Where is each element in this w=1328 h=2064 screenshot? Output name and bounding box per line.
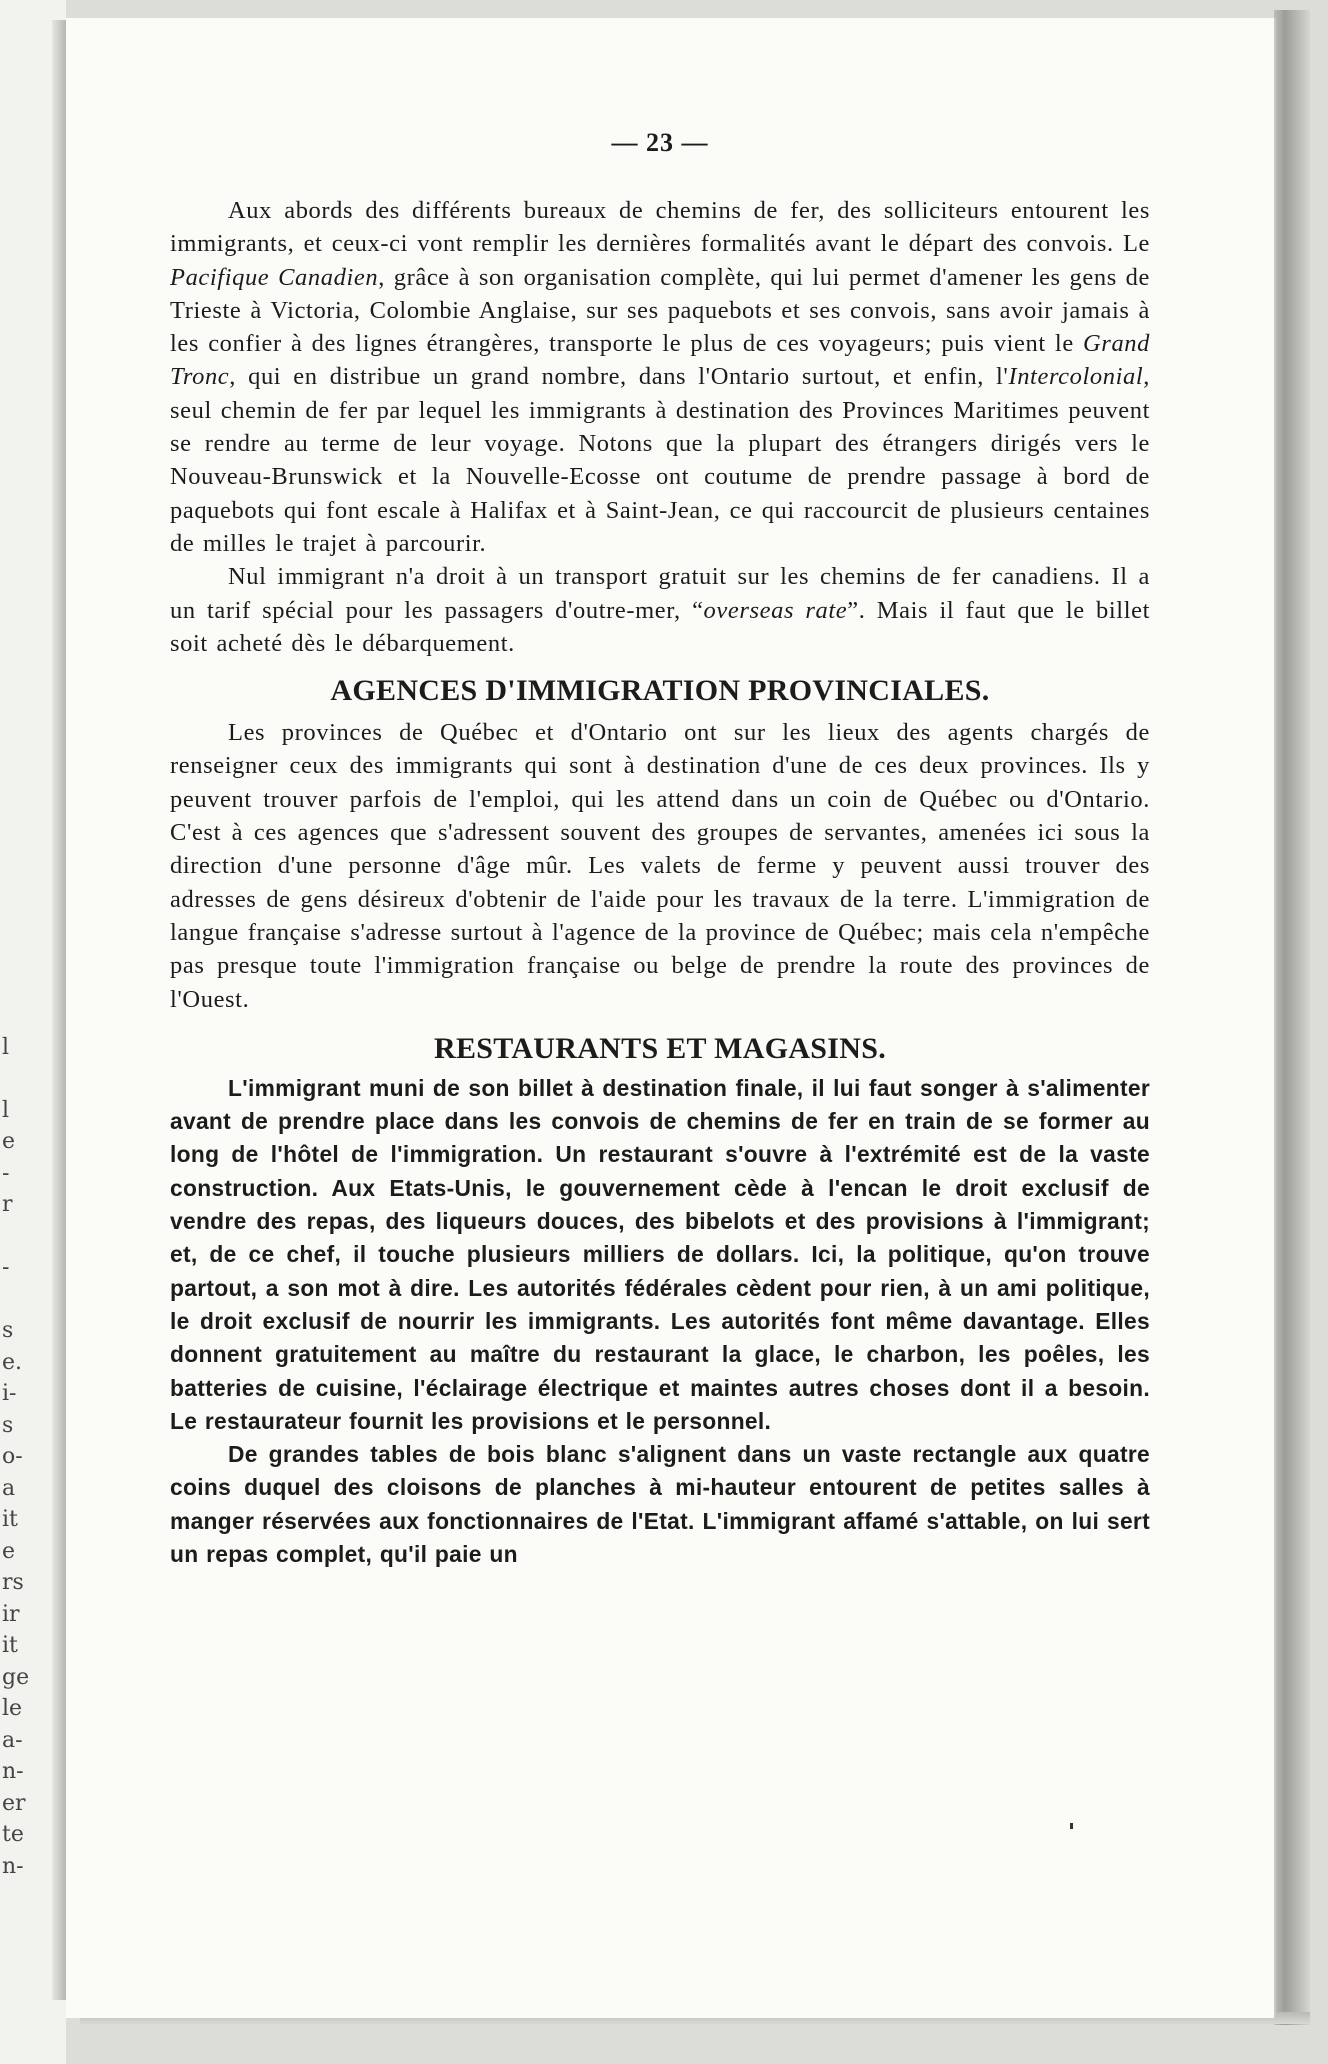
text-run: , qui en distribue un grand nombre, dans l'Ontario surtout, et enfin, l'	[229, 363, 1009, 391]
previous-page-text-fragments	[2, 1000, 30, 1882]
page-number: — 23 —	[611, 128, 709, 157]
previous-page-fragment: te	[2, 1822, 24, 1847]
previous-page-fragment: le	[2, 1696, 23, 1721]
previous-page-fragment: -	[2, 1255, 10, 1280]
previous-page-fragment: l	[2, 1097, 10, 1123]
previous-page-fragment: i-	[2, 1381, 17, 1406]
previous-page-fragment: n-	[2, 1853, 24, 1879]
previous-page-fragment: o-	[2, 1444, 23, 1469]
heading-agences: AGENCES D'IMMIGRATION PROVINCIALES.	[330, 674, 990, 708]
previous-page-fragment: l	[2, 1034, 10, 1060]
text-run: ”. Mais il faut que le billet soit acheté dès le débarquement.	[170, 596, 1150, 657]
text-run: Aux abords des différents bureaux de chemins de fer, des solliciteurs entourent les immigrants, et ceux-ci vont remplir les dernières formalités avant le départ des convois. Le	[170, 197, 1150, 258]
previous-page-fragment: ge	[2, 1664, 30, 1690]
paragraph-provincial-agencies: Les provinces de Québec et d'Ontario ont sur les lieux des agents chargés de renseigner ceux des immigrants qui sont à destination d'une de ces deux provinces. Ils y peuvent trouver parfois de l'emploi, qui les attend dans un coin de Québec ou d'Ontario. C'est à ces agences que s'adressent souvent des groupes de servantes, amenées ici sous la direction d'une personne d'âge mûr. Les valets de ferme y peuvent aussi trouver des adresses de gens désireux d'obtenir de l'aide pour les travaux de la terre. L'immigration de langue française s'adresse surtout à l'agence de la province de Québec; mais cela n'empêche pas presque toute l'immigration française ou belge de prendre la route des provinces de l'Ouest.	[170, 719, 1150, 1013]
ink-mark	[1070, 1823, 1073, 1829]
text-run: , seul chemin de fer par lequel les immigrants à destination des Provinces Maritimes peuvent se rendre au terme de leur voyage. Notons que la plupart des étrangers dirigés vers le Nouveau-Brunswick et la Nouvelle-Ecosse ont coutume de prendre passage à bord de paquebots qui font escale à Halifax et à Saint-Jean, ce qui raccourcit de plusieurs centaines de milles le trajet à parcourir.	[170, 363, 1150, 557]
italic-overseas-rate: overseas rate	[703, 596, 848, 624]
page-stack-edge	[1274, 10, 1310, 2025]
previous-page-fragment: s	[2, 1318, 14, 1343]
previous-page-fragment: it	[2, 1633, 18, 1658]
previous-page-fragment: e.	[2, 1349, 23, 1375]
previous-page-fragment: a	[2, 1475, 16, 1501]
paragraph-tables: De grandes tables de bois blanc s'alignent dans un vaste rectangle aux quatre coins duquel des cloisons de planches à mi-hauteur entourent de petites salles à manger réservées aux fonctionnaires de l'Etat. L'immigrant affamé s'attable, on lui sert un repas complet, qu'il paie un	[170, 1441, 1150, 1567]
italic-intercolonial: Intercolonial	[1008, 363, 1144, 391]
previous-page-fragment: it	[2, 1507, 18, 1532]
previous-page-fragment: ir	[2, 1601, 20, 1627]
previous-page-fragment: n-	[2, 1759, 24, 1784]
italic-grand-tronc: Grand Tronc	[170, 330, 1150, 391]
book-gutter-shadow	[52, 20, 66, 2000]
italic-pacifique-canadien: Pacifique Canadien	[170, 263, 379, 291]
paragraph-restaurant: L'immigrant muni de son billet à destination finale, il lui faut songer à s'alimenter avant de prendre place dans les convois de chemins de fer en train de se former au long de l'hôtel de l'immigration. Un restaurant s'ouvre à l'extrémité est de la vaste construction. Aux Etats-Unis, le gouvernement cède à l'encan le droit exclusif de vendre des repas, des liqueurs douces, des bibelots et des provisions à l'immigrant; et, de ce chef, il touche plusieurs milliers de dollars. Ici, la politique, qu'on trouve partout, a son mot à dire. Les autorités fédérales cèdent pour rien, à un ami politique, le droit exclusif de nourrir les immigrants. Les autorités font même davantage. Elles donnent gratuitement au maître du restaurant la glace, le charbon, les poêles, les batteries de cuisine, l'éclairage électrique et maintes autres choses dont il a besoin. Le restaurateur fournit les provisions et le personnel.	[170, 1074, 1150, 1434]
previous-page-fragment	[2, 1284, 18, 1316]
previous-page-fragment: rs	[2, 1570, 24, 1595]
previous-page-fragment: s	[2, 1412, 14, 1438]
previous-page-fragment	[2, 1221, 18, 1253]
heading-restaurants: RESTAURANTS ET MAGASINS.	[433, 1031, 887, 1065]
previous-page-fragment: e	[2, 1129, 16, 1154]
paragraph-railway-companies	[170, 194, 1150, 560]
previous-page-fragment: e	[2, 1538, 16, 1564]
page-content	[170, 128, 1150, 1571]
text-run: , grâce à son organisation complète, qui lui permet d'amener les gens de Trieste à Victoria, Colombie Anglaise, sur ses paquebots et ses convois, sans avoir jamais à les confier à des lignes étrangères, transporte le plus de ces voyageurs; puis vient le	[170, 263, 1150, 358]
previous-page-fragment	[2, 1000, 18, 1032]
previous-page-fragment: -	[2, 1160, 10, 1186]
paragraph-transport-tariff	[170, 560, 1150, 660]
text-run: Nul immigrant n'a droit à un transport gratuit sur les chemins de fer canadiens. Il a un tarif spécial pour les passagers d'outre-mer, “	[170, 563, 1150, 624]
previous-page-fragment	[2, 1063, 18, 1095]
previous-page-fragment: r	[2, 1192, 13, 1217]
previous-page-fragment: a-	[2, 1727, 23, 1753]
previous-page-fragment: er	[2, 1790, 26, 1816]
